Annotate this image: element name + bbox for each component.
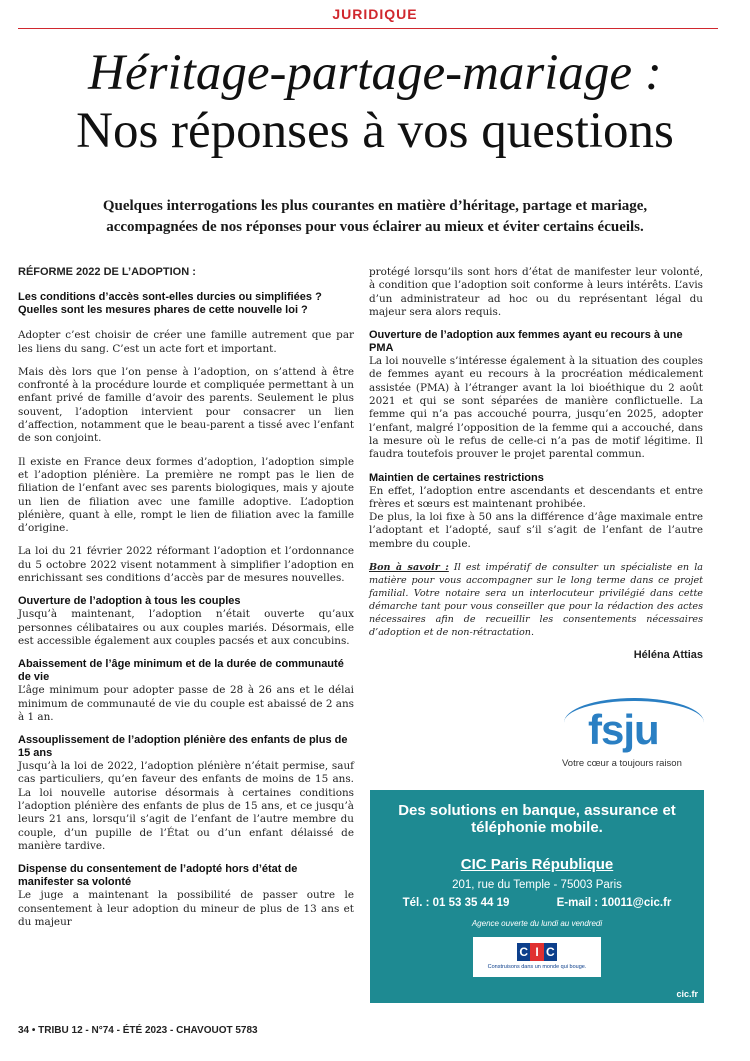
kicker: RÉFORME 2022 DE L’ADOPTION :	[18, 266, 196, 278]
ad-headline: Des solutions en banque, assurance et téléphonie mobile.	[398, 802, 676, 836]
section-heading: Ouverture de l’adoption à tous les couples	[18, 595, 241, 608]
ad-contact	[370, 897, 704, 909]
section-body: L’âge minimum pour adopter passe de 28 à 26 ans et le délai minimum de communauté de vie du couple est abaissé de 2 ans à 1 an.	[18, 684, 354, 723]
continuation-paragraph: protégé lorsqu’ils sont hors d’état de manifester leur volonté, à condition que l’adoption soit conforme à leurs intérêts. L’avis d’un administrateur ad hoc ou du représentant légal du majeur sera alors requis.	[369, 266, 703, 318]
section-heading: Dispense du consentement de l’adopté hors d’état de manifester sa volonté	[18, 863, 298, 889]
ad-address: 201, rue du Temple - 75003 Paris	[452, 879, 622, 891]
ad-website: cic.fr	[676, 989, 698, 999]
lead-question: Les conditions d’accès sont-elles durcies ou simplifiées ? Quelles sont les mesures phares de cette nouvelle loi ?	[18, 291, 322, 317]
paragraph: Mais dès lors que l’on pense à l’adoption, on s’attend à être confronté à la procédure lourde et compliquée permettant à un enfant privé de famille d’avoir des parents. Seulement le plus souvent, l’adoption intervient pour consacrer un lien d’affection, notamment que le beau-parent a tissé avec l’enfant de son conjoint.	[18, 365, 354, 445]
paragraph: Adopter c’est choisir de créer une famille autrement que par les liens du sang. C’est un acte fort et important.	[18, 329, 354, 355]
section-body: Jusqu’à la loi de 2022, l’adoption plénière n’était permise, sauf cas particuliers, qu’en faveur des enfants de moins de 15 ans. La loi nouvelle autorise désormais à certaines conditions l’adoption plénière des enfants de plus de 15 ans, et ce jusqu’à leurs 21 ans, lorsqu’il s’agit de l’enfant de l’autre membre du couple, d’un pupille de l’État ou d’un enfant délaissé de manière tardive.	[18, 760, 354, 852]
ad-phone: Tél. : 01 53 35 44 19	[402, 897, 510, 909]
left-column	[18, 266, 354, 939]
ad-agency-name: CIC Paris République	[460, 856, 614, 873]
ad-hours: Agence ouverte du lundi au vendredi	[471, 919, 603, 928]
author: Héléna Attias	[633, 649, 703, 662]
cic-logo-icon	[517, 943, 557, 961]
fsju-logo	[560, 706, 710, 776]
section-body: La loi nouvelle s’intéresse également à la situation des couples de femmes ayant eu recours à la procréation médicalement assistée (PMA) à l’étranger avant la loi bioéthique du 2 août 2021 et qui se sont séparées de manière conflictuelle. La femme qui n’a pas accouché pourra, jusqu’en 2025, adopter l’enfant, malgré l’opposition de la femme qui a accouché, dans la mesure où le refus de celle-ci n’a pas de motif légitime. Il faudra toutefois prouver le projet parental commun.	[369, 355, 703, 461]
note-label: Bon à savoir :	[369, 562, 449, 574]
ad-email: E-mail : 10011@cic.fr	[556, 897, 672, 909]
cic-logo-box	[473, 937, 601, 977]
cic-logo-letter: I	[530, 943, 543, 961]
section-body: En effet, l’adoption entre ascendants et descendants et entre frères et sœurs est maintenant prohibée.	[369, 484, 703, 510]
cic-advertisement	[370, 790, 704, 1003]
section-heading: Abaissement de l’âge minimum et de la durée de communauté de vie	[18, 658, 344, 684]
section-body: Jusqu’à maintenant, l’adoption n’était ouverte qu’aux personnes célibataires ou aux couples mariés. Désormais, elle est accessible également aux couples pacsés et aux concubins.	[18, 608, 354, 647]
note-text: Il est impératif de consulter un spécialiste en la matière pour vous accompagner sur le long terme dans ce projet familial. Votre notaire sera un interlocuteur privilégié dans cette démarche tant pour vous conseiller que pour la rédaction des actes nécessaires afin de recueillir les consentements nécessaires d’adoption et de non-rétractation.	[369, 562, 703, 639]
fsju-tagline: Votre cœur a toujours raison	[562, 758, 682, 769]
section-body: De plus, la loi fixe à 50 ans la différence d’âge maximale entre l’adoptant et l’adopté, sauf s’il s’agit de l’enfant de l’autre membre du couple.	[369, 511, 703, 550]
cic-logo-tagline: Construisons dans un monde qui bouge.	[487, 964, 587, 970]
right-column	[369, 266, 703, 662]
fsju-wordmark: fsju	[588, 706, 659, 753]
cic-logo-letter: C	[544, 943, 557, 961]
paragraph: La loi du 21 février 2022 réformant l’adoption et l’ordonnance du 5 octobre 2022 visent notamment à simplifier l’adoption en enrichissant ses conditions d’accès par de mesures nouvelles.	[18, 545, 354, 585]
page-footer: 34 • TRIBU 12 - N°74 - ÉTÉ 2023 - CHAVOUOT 5783	[18, 1025, 258, 1036]
good-to-know-note	[369, 561, 703, 639]
article-title-line1: Héritage-partage-mariage :	[88, 45, 662, 101]
section-tag: JURIDIQUE	[332, 6, 418, 22]
section-body: Le juge a maintenant la possibilité de passer outre le consentement à leur adoption du mineur de plus de 13 ans et du majeur	[18, 889, 354, 928]
article-standfirst: Quelques interrogations les plus courantes en matière d’héritage, partage et mariage, accompagnées de nos réponses pour vous éclairer au mieux et éviter certains écueils.	[102, 198, 648, 235]
section-heading: Assouplissement de l’adoption plénière des enfants de plus de 15 ans	[18, 734, 348, 760]
cic-logo-letter: C	[517, 943, 530, 961]
section-heading: Maintien de certaines restrictions	[369, 471, 544, 484]
section-divider	[18, 28, 718, 29]
section-heading: Ouverture de l’adoption aux femmes ayant eu recours à une PMA	[369, 329, 683, 355]
article-title-line2: Nos réponses à vos questions	[76, 103, 674, 159]
article-title	[0, 44, 750, 160]
paragraph: Il existe en France deux formes d’adoption, l’adoption simple et l’adoption plénière. La première ne rompt pas le lien de filiation de l’enfant avec ses parents biologiques, mais y ajoute un lien de filiation avec une famille adoptive. L’adoption plénière, quant à elle, rompt le lien de filiation avec la famille d’origine.	[18, 455, 354, 535]
